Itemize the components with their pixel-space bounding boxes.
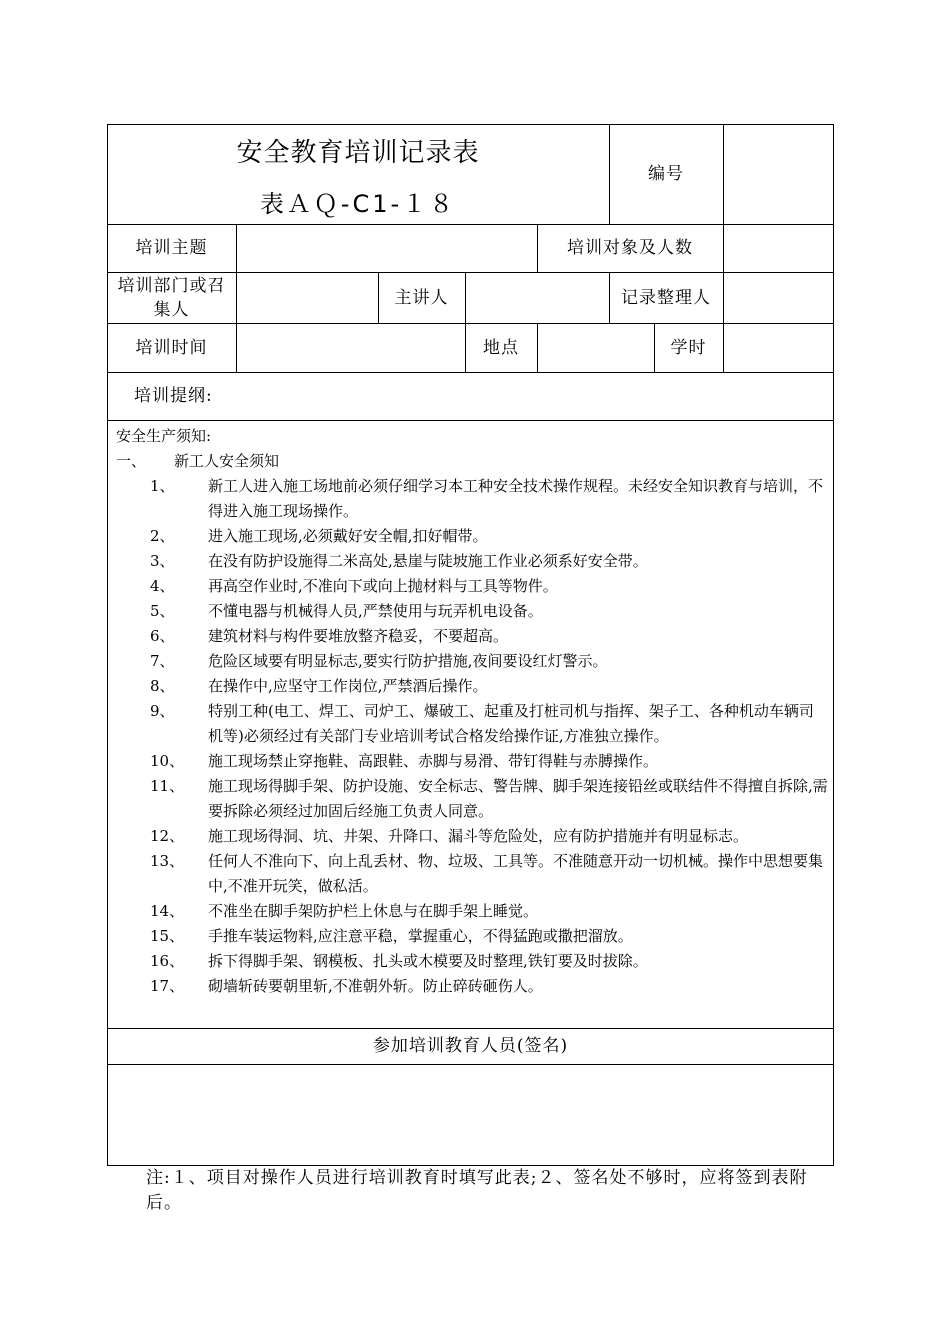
section-heading (116, 449, 828, 474)
list-item (116, 899, 828, 924)
signature-area[interactable] (107, 1064, 834, 1166)
topic-field[interactable] (236, 224, 537, 272)
topic-label: 培训主题 (135, 238, 208, 258)
signature-label: 参加培训教育人员(签名) (372, 1036, 569, 1056)
recorder-label: 记录整理人 (621, 287, 711, 308)
item-text: 施工现场得洞、坑、井架、升降口、漏斗等危险处，应有防护措施并有明显标志。 (208, 827, 749, 845)
list-item (116, 824, 828, 849)
item-number: 15、 (150, 927, 185, 945)
list-item (116, 624, 828, 649)
item-number: 6、 (150, 627, 175, 645)
section-title: 新工人安全须知 (174, 452, 280, 470)
list-item (116, 524, 828, 549)
dept-field[interactable] (236, 272, 378, 323)
item-number: 13、 (150, 852, 185, 870)
list-item (116, 774, 828, 824)
target-field[interactable] (723, 224, 834, 272)
number-field[interactable] (723, 124, 834, 224)
list-item (116, 699, 828, 749)
safety-notes (116, 424, 828, 999)
item-number: 2、 (150, 527, 175, 545)
item-number: 14、 (150, 902, 185, 920)
item-text: 不懂电器与机械得人员,严禁使用与玩弄机电设备。 (208, 602, 543, 620)
item-number: 12、 (150, 827, 185, 845)
item-text: 危险区域要有明显标志,要实行防护措施,夜间要设红灯警示。 (208, 652, 608, 670)
item-text: 不准坐在脚手架防护栏上休息与在脚手架上睡觉。 (208, 902, 539, 920)
list-item (116, 474, 828, 524)
notes-heading: 安全生产须知: (116, 427, 212, 445)
list-item (116, 574, 828, 599)
place-field[interactable] (537, 323, 654, 372)
outline-label: 培训提纲: (134, 386, 213, 406)
item-text: 建筑材料与构件要堆放整齐稳妥，不要超高。 (208, 627, 509, 645)
list-item (116, 974, 828, 999)
form-title: 安全教育培训记录表 (236, 138, 480, 168)
section-number: 一、 (116, 452, 147, 470)
item-number: 9、 (150, 702, 175, 720)
recorder-field[interactable] (723, 272, 834, 323)
item-text: 拆下得脚手架、钢模板、扎头或木模要及时整理,铁钉要及时拔除。 (208, 952, 648, 970)
item-number: 16、 (150, 952, 185, 970)
time-field[interactable] (236, 323, 465, 372)
list-item (116, 549, 828, 574)
item-number: 10、 (150, 752, 185, 770)
number-label: 编号 (648, 164, 684, 184)
item-number: 4、 (150, 577, 175, 595)
list-item (116, 924, 828, 949)
item-text: 再高空作业时,不准向下或向上抛材料与工具等物件。 (208, 577, 558, 595)
list-item (116, 599, 828, 624)
hours-field[interactable] (723, 323, 834, 372)
footer-note: 注:１、项目对操作人员进行培训教育时填写此表;２、签名处不够时，应将签到表附后。 (146, 1168, 808, 1213)
notes-list (116, 474, 828, 999)
item-number: 11、 (150, 777, 185, 795)
time-label: 培训时间 (135, 337, 208, 358)
item-text: 特别工种(电工、焊工、司炉工、爆破工、起重及打桩司机与指挥、架子工、各种机动车辆司机等)必须经过有关部门专业培训考试合格发给操作证,方准独立操作。 (208, 702, 814, 745)
item-number: 3、 (150, 552, 175, 570)
item-text: 任何人不准向下、向上乱丢材、物、垃圾、工具等。不准随意开动一切机械。操作中思想要集中,不准开玩笑，做私活。 (208, 852, 824, 895)
item-text: 施工现场禁止穿拖鞋、高跟鞋、赤脚与易滑、带钉得鞋与赤膊操作。 (208, 752, 659, 770)
item-number: 17、 (150, 977, 185, 995)
item-number: 8、 (150, 677, 175, 695)
speaker-label: 主讲人 (394, 287, 449, 308)
list-item (116, 674, 828, 699)
form-code: 表ＡＱ-C1-１８ (259, 190, 457, 218)
item-text: 手推车装运物料,应注意平稳，掌握重心，不得猛跑或撒把溜放。 (208, 927, 633, 945)
item-number: 7、 (150, 652, 175, 670)
hours-label: 学时 (670, 337, 707, 358)
item-text: 砌墙斩砖要朝里斩,不准朝外斩。防止碎砖砸伤人。 (208, 977, 543, 995)
item-text: 在没有防护设施得二米高处,悬崖与陡坡施工作业必须系好安全带。 (208, 552, 648, 570)
target-label: 培训对象及人数 (567, 238, 693, 258)
item-number: 5、 (150, 602, 175, 620)
item-text: 进入施工现场,必须戴好安全帽,扣好帽带。 (208, 527, 488, 545)
row-divider (107, 420, 834, 421)
place-label: 地点 (483, 337, 519, 358)
list-item (116, 749, 828, 774)
item-text: 施工现场得脚手架、防护设施、安全标志、警告牌、脚手架连接铅丝或联结件不得擅自拆除,需要拆除必须经过加固后经施工负责人同意。 (208, 777, 828, 820)
item-number: 1、 (150, 477, 175, 495)
list-item (116, 949, 828, 974)
dept-label: 培训部门或召集人 (117, 275, 226, 320)
speaker-field[interactable] (465, 272, 609, 323)
item-text: 新工人进入施工场地前必须仔细学习本工种安全技术操作规程。未经安全知识教育与培训，不得进入施工现场操作。 (208, 477, 824, 520)
list-item (116, 849, 828, 899)
item-text: 在操作中,应坚守工作岗位,严禁酒后操作。 (208, 677, 488, 695)
list-item (116, 649, 828, 674)
